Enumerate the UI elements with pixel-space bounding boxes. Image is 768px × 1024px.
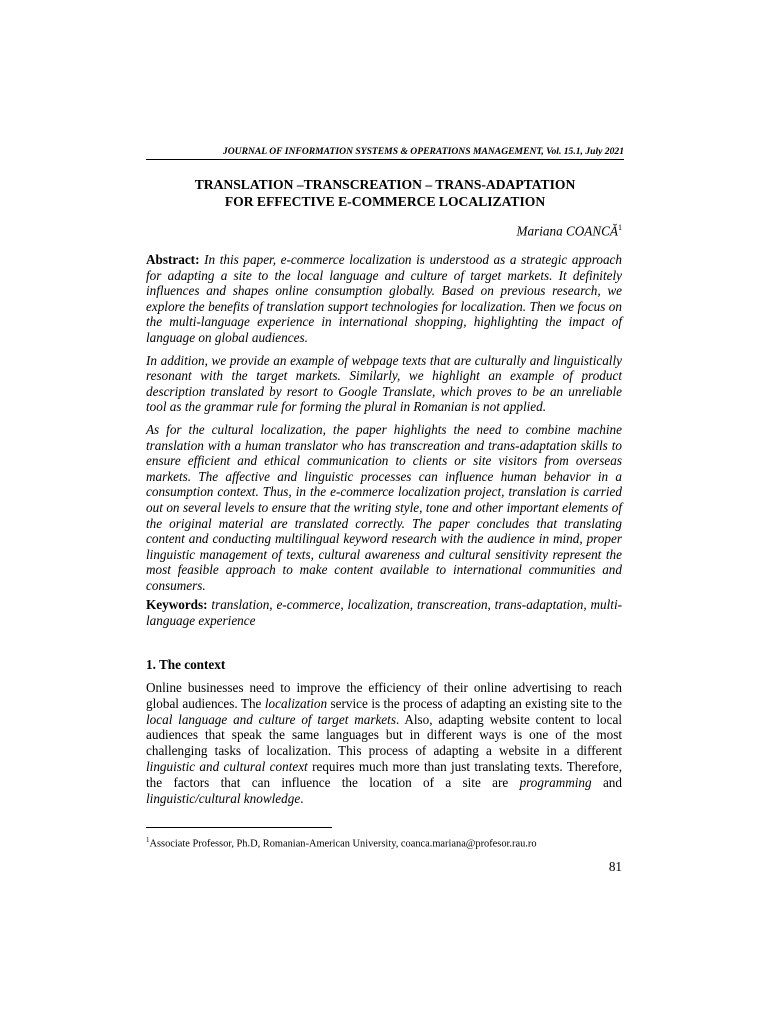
footnote-text: Associate Professor, Ph.D, Romanian-American University, coanca.mariana@profesor.rau.ro [149,838,537,850]
body-span-1: Online businesses need to improve the efficiency of their online advertising to reach global audiences. The [146,680,622,711]
abstract-p1-text: In this paper, e-commerce localization is understood as a strategic approach for adapting a site to the local language and culture of target markets. It definitely influences and shapes online consumption globally. Based on previous research, we explore the benefits of translation support technologies for localization. Then we focus on the multi-language experience in international shopping, highlighting the impact of language on global audiences. [146,252,622,345]
body-span-5: and [591,774,622,790]
section-heading: 1. The context [146,657,226,672]
paper-title [146,176,624,210]
author-name [146,223,622,239]
body-span-3: . Also, adapting website content to local audiences that speak the same languages but in different ways is one of the most challenging tasks of localization. This process of adapting a website in a different [146,711,622,759]
author-footnote-mark: 1 [618,223,622,232]
title-line-1: TRANSLATION –TRANSCREATION – TRANS-ADAPTATION [194,177,576,192]
keywords-label: Keywords: [146,597,208,612]
footnote-divider [146,827,332,828]
body-emphasis-2: local language and culture of target markets [146,711,396,727]
journal-header: JOURNAL OF INFORMATION SYSTEMS & OPERATIONS MANAGEMENT, Vol. 15.1, July 2021 [146,146,624,160]
body-span-2: service is the process of adapting an existing site to the [327,695,622,711]
footnote-mark: 1 [146,836,150,844]
title-line-2: FOR EFFECTIVE E-COMMERCE LOCALIZATION [224,194,546,209]
keywords-list: translation, e-commerce, localization, transcreation, trans-adaptation, multi-language experience [146,597,622,628]
body-paragraph [146,680,622,806]
author-text: Mariana COANCĂ [516,223,618,239]
abstract-label: Abstract [146,252,196,267]
body-span-6: . [300,790,304,806]
body-emphasis-3: linguistic and cultural context [146,758,308,774]
footnote [146,836,622,849]
abstract-paragraph-3: As for the cultural localization, the paper highlights the need to combine machine translation with a human translator who has transcreation and trans-adaptation skills to ensure efficient and ethical communication to clients or site visitors from overseas markets. The affective and linguistic processes can influence human behavior in a consumption context. Thus, in the e-commerce localization project, translation is carried out on several levels to ensure that the writing style, tone and other important elements of the original material are translated correctly. The paper concludes that translating content and conducting multilingual keyword research with the audience in mind, proper linguistic management of texts, cultural awareness and cultural sensitivity represent the most feasible approach to make content available to international communities and consumers. [146,421,622,593]
page-number: 81 [608,859,622,874]
body-emphasis-5: linguistic/cultural knowledge [146,790,301,806]
abstract-paragraph-1: Abstract: In this paper, e-commerce localization is understood as a strategic approach for adapting a site to the local language and culture of target markets. It definitely influences and shapes online consumption globally. Based on previous research, we explore the benefits of translation support technologies for localization. Then we focus on the multi-language experience in international shopping, highlighting the impact of language on global audiences. [146,252,622,345]
body-emphasis-4: programming [519,774,592,790]
body-span-4: requires much more than just translating texts. Therefore, the factors that can influence the location of a site are [146,758,622,790]
keywords [146,597,622,629]
abstract [146,252,622,600]
body-emphasis-1: localization [264,695,328,711]
abstract-paragraph-2: In addition, we provide an example of webpage texts that are culturally and linguistically resonant with the target markets. Similarly, we highlight an example of product description translated by resort to Google Translate, which proves to be an unreliable tool as the grammar rule for forming the plural in Romanian is not applied. [146,352,622,415]
